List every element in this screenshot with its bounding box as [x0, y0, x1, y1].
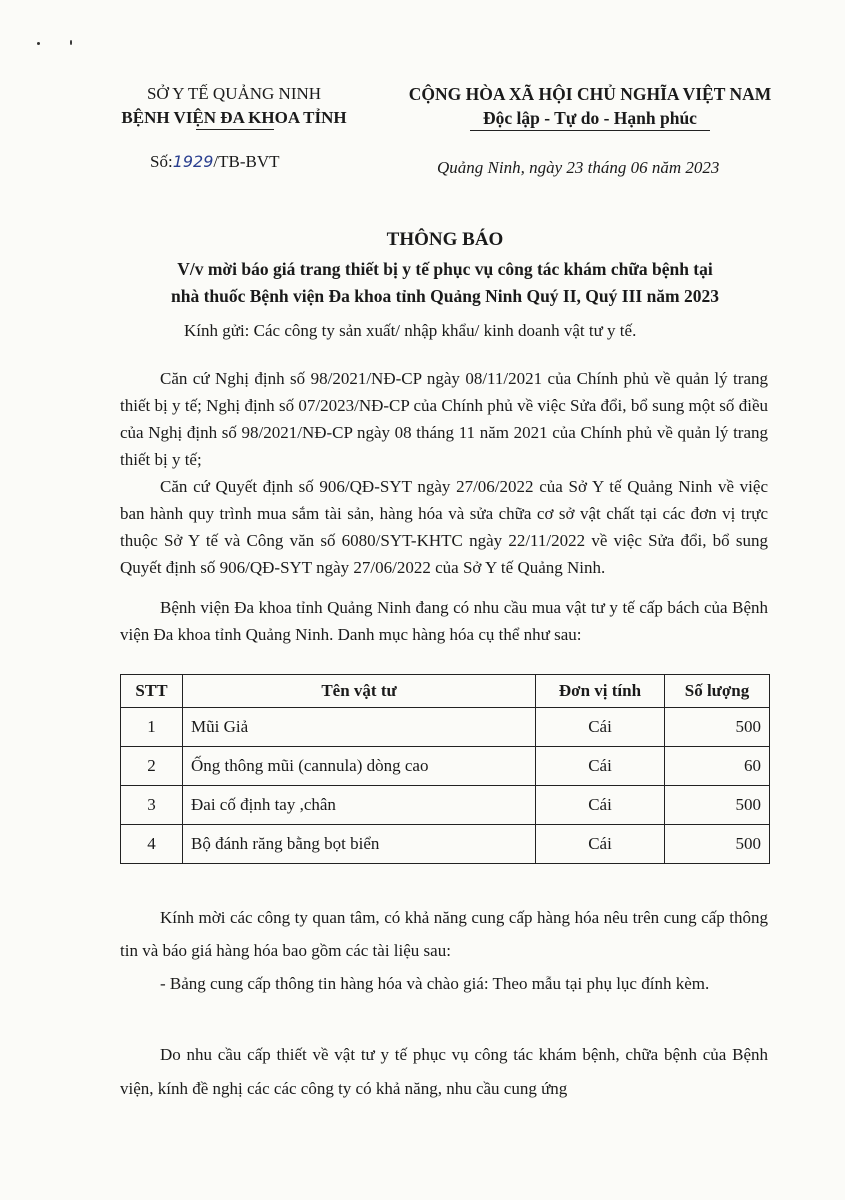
cell-unit: Cái	[536, 825, 665, 864]
cell-unit: Cái	[536, 786, 665, 825]
cell-unit: Cái	[536, 708, 665, 747]
document-number: Số:1929/TB-BVT	[150, 152, 280, 171]
scan-speck	[70, 40, 72, 45]
national-name: CỘNG HÒA XÃ HỘI CHỦ NGHĨA VIỆT NAM	[408, 84, 772, 104]
subtitle-line-2: nhà thuốc Bệnh viện Đa khoa tỉnh Quảng Ninh Quý II, Quý III năm 2023	[170, 286, 720, 306]
document-date: Quảng Ninh, ngày 23 tháng 06 năm 2023	[437, 158, 720, 177]
motto-underline	[470, 130, 710, 131]
paragraph-legal-basis-2: Căn cứ Quyết định số 906/QĐ-SYT ngày 27/06/2022 của Sở Y tế Quảng Ninh về việc ban hành quy trình mua sắm tài sản, hàng hóa và sửa chữa cơ sở vật chất tại các đơn vị trực thuộc Sở Y tế và Công văn số 6080/SYT-KHTC ngày 22/11/2022 về việc Sửa đổi, bổ sung Quyết định số 906/QĐ-SYT ngày 27/06/2022 của Sở Y tế Quảng Ninh.	[120, 477, 768, 577]
cell-stt: 1	[121, 708, 183, 747]
subtitle-line-1: V/v mời báo giá trang thiết bị y tế phục vụ công tác khám chữa bệnh tại	[177, 259, 713, 279]
cell-name: Đai cố định tay ,chân	[183, 786, 536, 825]
cell-stt: 2	[121, 747, 183, 786]
greeting: Kính gửi: Các công ty sản xuất/ nhập khẩu/ kinh doanh vật tư y tế.	[184, 321, 637, 340]
issuer-block	[100, 82, 368, 130]
column-header-unit: Đơn vị tính	[536, 675, 665, 708]
cell-unit: Cái	[536, 747, 665, 786]
column-header-name: Tên vật tư	[183, 675, 536, 708]
national-motto: Độc lập - Tự do - Hạnh phúc	[483, 108, 697, 128]
issuer-underline	[196, 129, 274, 130]
national-header	[390, 82, 790, 130]
cell-quantity: 500	[665, 786, 770, 825]
table-header-row	[121, 675, 770, 708]
cell-name: Ống thông mũi (cannula) dòng cao	[183, 747, 536, 786]
column-header-stt: STT	[121, 675, 183, 708]
document-subtitle	[120, 256, 770, 310]
table-row	[121, 786, 770, 825]
column-header-quantity: Số lượng	[665, 675, 770, 708]
cell-quantity: 500	[665, 825, 770, 864]
goods-table	[120, 674, 770, 864]
paragraph-need: Bệnh viện Đa khoa tỉnh Quảng Ninh đang có nhu cầu mua vật tư y tế cấp bách của Bệnh viện Đa khoa tỉnh Quảng Ninh. Danh mục hàng hóa cụ thể như sau:	[120, 598, 768, 644]
table-row	[121, 747, 770, 786]
paragraph-invitation: Kính mời các công ty quan tâm, có khả năng cung cấp hàng hóa nêu trên cung cấp thông tin và báo giá hàng hóa bao gồm các tài liệu sau:	[120, 908, 768, 960]
document-title: THÔNG BÁO	[386, 229, 504, 250]
paragraph-request: Do nhu cầu cấp thiết về vật tư y tế phục vụ công tác khám bệnh, chữa bệnh của Bệnh viện, kính đề nghị các các công ty có khả năng, nhu cầu cung ứng	[120, 1045, 768, 1098]
cell-name: Mũi Giả	[183, 708, 536, 747]
handwritten-number: 1929	[172, 152, 214, 171]
cell-stt: 3	[121, 786, 183, 825]
cell-quantity: 500	[665, 708, 770, 747]
cell-name: Bộ đánh răng bằng bọt biển	[183, 825, 536, 864]
table-row	[121, 708, 770, 747]
scan-speck	[37, 42, 40, 45]
issuer-department: SỞ Y TẾ QUẢNG NINH	[146, 84, 322, 103]
paragraph-legal-basis-1: Căn cứ Nghị định số 98/2021/NĐ-CP ngày 08/11/2021 của Chính phủ về quản lý trang thiết bị y tế; Nghị định số 07/2023/NĐ-CP của Chính phủ về việc Sửa đổi, bổ sung một số điều của Nghị định số 98/2021/NĐ-CP ngày 08 tháng 11 năm 2021 của Chính phủ về quản lý trang thiết bị y tế;	[120, 369, 768, 469]
paragraph-requirement: - Bảng cung cấp thông tin hàng hóa và chào giá: Theo mẫu tại phụ lục đính kèm.	[160, 974, 710, 993]
table-row	[121, 825, 770, 864]
cell-stt: 4	[121, 825, 183, 864]
cell-quantity: 60	[665, 747, 770, 786]
issuer-hospital: BỆNH VIỆN ĐA KHOA TỈNH	[121, 108, 347, 127]
